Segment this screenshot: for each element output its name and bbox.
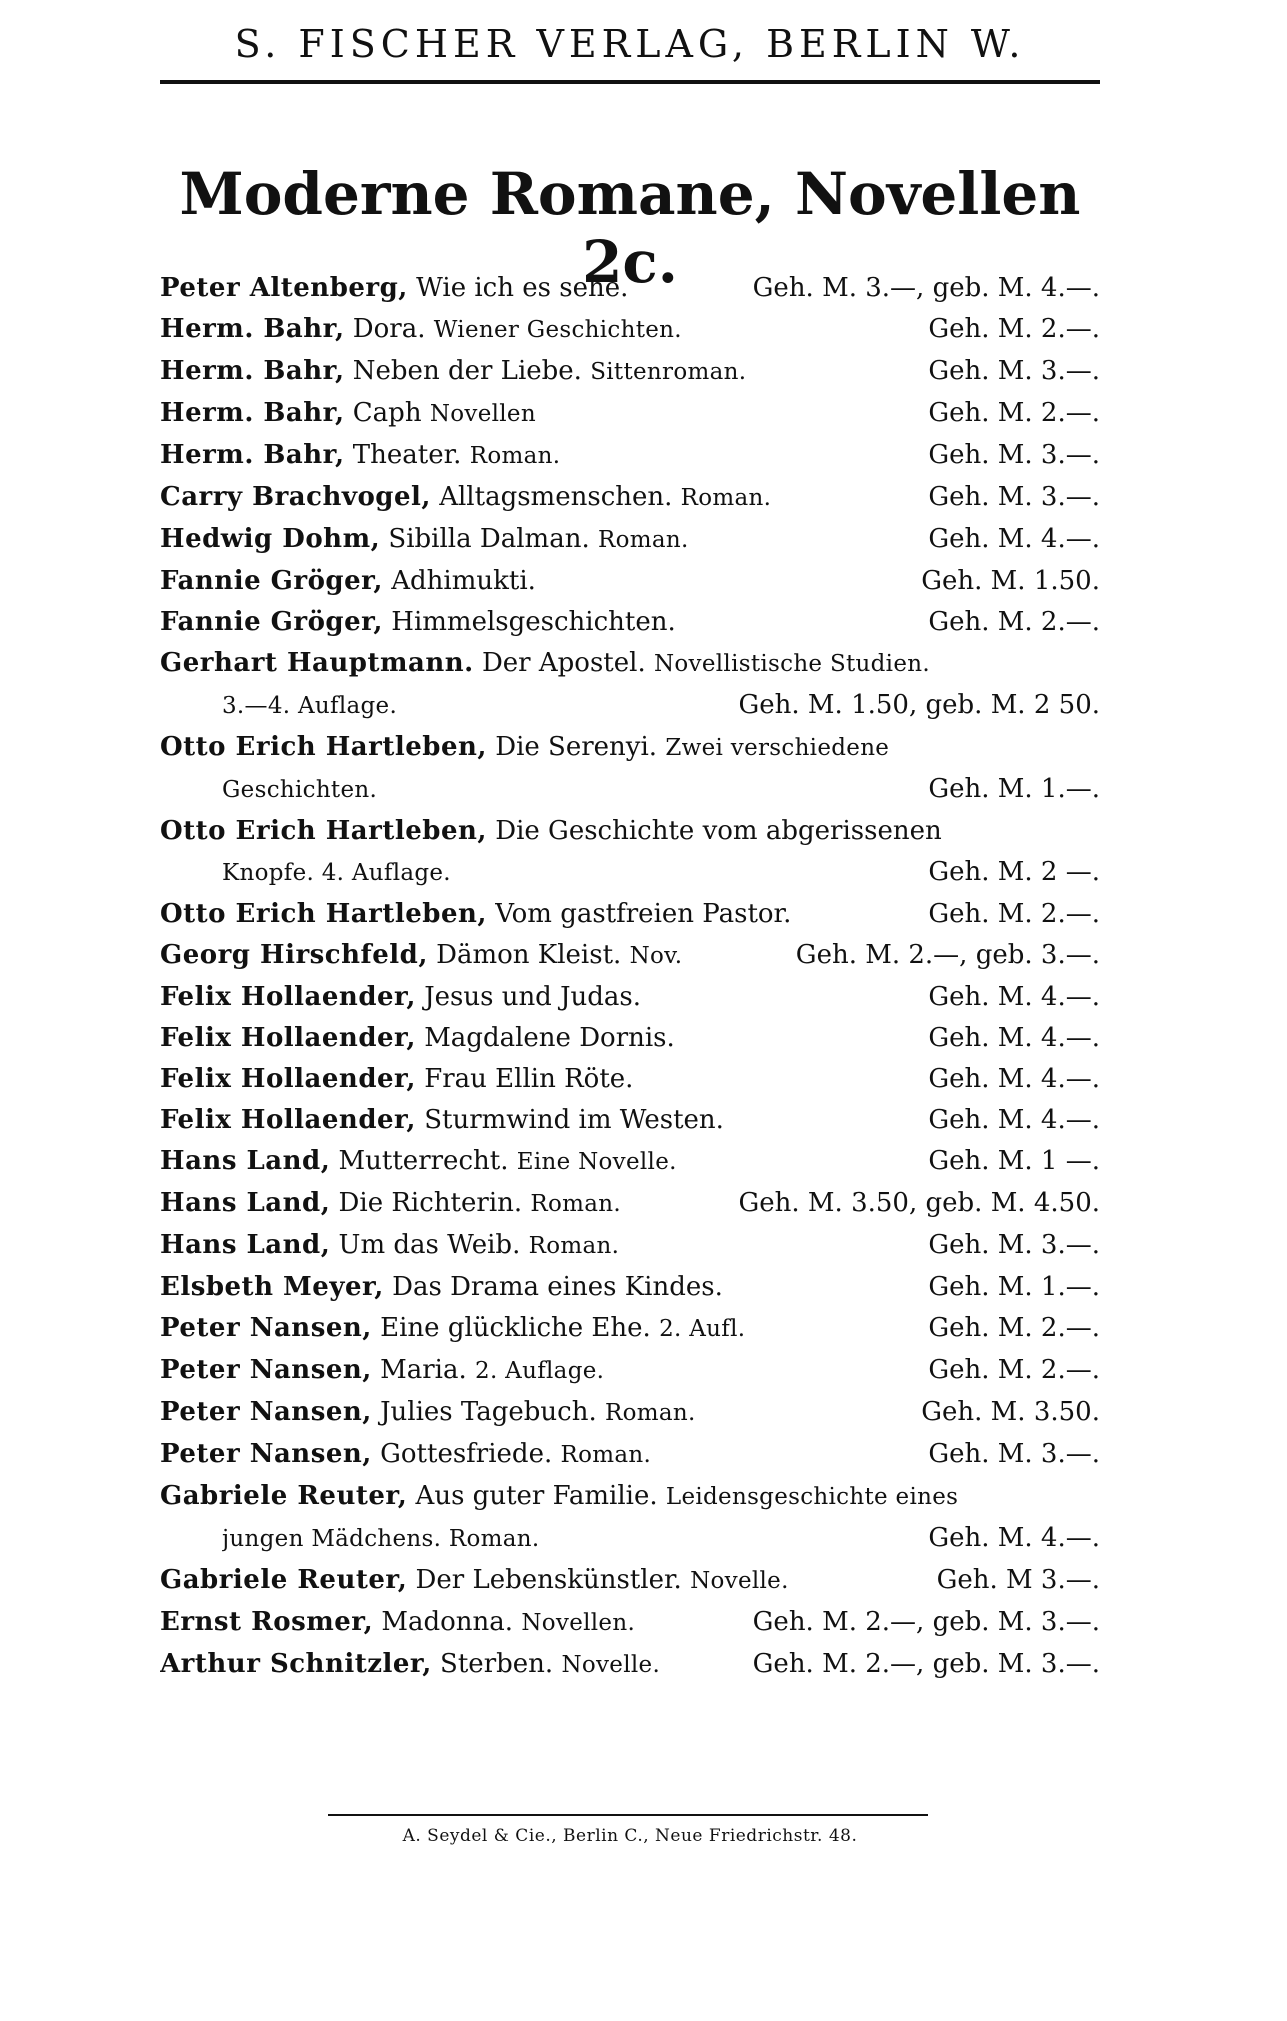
entry-work-title: Sibilla Dalman. xyxy=(388,524,590,554)
book-entry xyxy=(160,351,1100,393)
entry-author: Fannie Gröger, xyxy=(160,566,383,596)
entry-price: Geh. M. 1 —. xyxy=(928,1146,1100,1176)
entry-work-title: Die Serenyi. xyxy=(495,732,658,762)
entry-price: Geh. M. 2 —. xyxy=(928,857,1100,887)
entry-price: Geh. M. 1.50. xyxy=(921,566,1100,596)
entry-work-title: Der Lebenskünstler. xyxy=(415,1565,682,1595)
entry-author: Felix Hollaender, xyxy=(160,1023,416,1053)
entry-work-title: Aus guter Familie. xyxy=(415,1481,658,1511)
entry-work-title: Mutterrecht. xyxy=(338,1146,509,1176)
entry-work-title: Vom gastfreien Pastor. xyxy=(495,899,792,929)
entry-note: Eine Novelle. xyxy=(516,1149,677,1175)
entry-price: Geh. M. 2.—, geb. 3.—. xyxy=(795,940,1100,970)
entry-work-title: Der Apostel. xyxy=(481,648,646,678)
entry-price: Geh. M. 2.—, geb. M. 3.—. xyxy=(752,1649,1100,1679)
entry-work-title: Julies Tagebuch. xyxy=(380,1397,597,1427)
entry-work-title: Magdalene Dornis. xyxy=(424,1023,675,1053)
entry-price: Geh. M. 3.—, geb. M. 4.—. xyxy=(752,273,1100,303)
entry-author: Gabriele Reuter, xyxy=(160,1565,408,1595)
book-entry xyxy=(160,1267,1100,1308)
entry-price: Geh. M. 4.—. xyxy=(928,1523,1100,1553)
entry-author: Herm. Bahr, xyxy=(160,314,345,344)
entry-work-title: Frau Ellin Röte. xyxy=(424,1064,634,1094)
entry-note: Roman. xyxy=(469,443,561,469)
entry-author: Carry Brachvogel, xyxy=(160,482,431,512)
book-entry xyxy=(160,1018,1100,1059)
entry-price: Geh. M. 4.—. xyxy=(928,1064,1100,1094)
entry-note: 2. Aufl. xyxy=(659,1316,746,1342)
entry-price: Geh. M. 3.—. xyxy=(928,440,1100,470)
entry-work-title: Neben der Liebe. xyxy=(352,356,582,386)
entry-note: Roman. xyxy=(680,485,772,511)
entry-author: Elsbeth Meyer, xyxy=(160,1272,384,1302)
entry-work-title: Theater. xyxy=(352,440,462,470)
book-entry xyxy=(160,1476,1100,1560)
entry-work-title: Sterben. xyxy=(440,1649,554,1679)
entry-author: Peter Altenberg, xyxy=(160,273,408,303)
entry-price: Geh. M. 4.—. xyxy=(928,1105,1100,1135)
footer-rule xyxy=(328,1814,928,1816)
entry-note: Roman. xyxy=(597,527,689,553)
entry-author: Fannie Gröger, xyxy=(160,607,383,637)
printer-imprint: A. Seydel & Cie., Berlin C., Neue Friedrichstr. 48. xyxy=(402,1826,858,1846)
entry-price: Geh. M. 3.—. xyxy=(928,1439,1100,1469)
header-rule xyxy=(160,80,1100,84)
entry-note: Leidensgeschichte eines xyxy=(665,1484,959,1510)
entry-author: Herm. Bahr, xyxy=(160,398,345,428)
page-title: Moderne Romane, Novellen 2c. xyxy=(179,160,1081,296)
entry-author: Georg Hirschfeld, xyxy=(160,940,428,970)
book-entry xyxy=(160,393,1100,435)
entry-price: Geh. M. 4.—. xyxy=(928,982,1100,1012)
entry-note: Novellen xyxy=(429,401,536,427)
entry-note: Zwei verschiedene xyxy=(665,735,890,761)
entry-work-title: Um das Weib. xyxy=(338,1230,521,1260)
book-entry xyxy=(160,935,1100,977)
entry-price: Geh. M. 2.—. xyxy=(928,314,1100,344)
entry-author: Arthur Schnitzler, xyxy=(160,1649,432,1679)
entry-price: Geh. M. 2.—. xyxy=(928,607,1100,637)
entry-author: Hans Land, xyxy=(160,1230,331,1260)
entry-work-title: Sturmwind im Westen. xyxy=(424,1105,724,1135)
book-entry xyxy=(160,1560,1100,1602)
entry-work-title: Jesus und Judas. xyxy=(424,982,642,1012)
entry-note: 2. Auflage. xyxy=(475,1358,605,1384)
entry-author: Herm. Bahr, xyxy=(160,440,345,470)
entry-work-title: Himmelsgeschichten. xyxy=(391,607,676,637)
entry-author: Peter Nansen, xyxy=(160,1397,372,1427)
book-entry xyxy=(160,1225,1100,1267)
entry-price: Geh. M. 4.—. xyxy=(928,524,1100,554)
book-entry xyxy=(160,561,1100,602)
entry-note: Novellen. xyxy=(521,1610,636,1636)
book-entry xyxy=(160,1644,1100,1686)
entry-author: Otto Erich Hartleben, xyxy=(160,899,487,929)
entry-note: Roman. xyxy=(560,1442,652,1468)
entry-work-title: Caph xyxy=(352,398,422,428)
publisher-header: S. FISCHER VERLAG, BERLIN W. xyxy=(234,22,1026,66)
entry-price: Geh. M. 2.—. xyxy=(928,1355,1100,1385)
entry-continuation: Knopfe. 4. Auflage. xyxy=(222,860,451,886)
entry-work-title: Die Geschichte vom abgerissenen xyxy=(495,816,942,846)
entry-note: Novellistische Studien. xyxy=(653,651,930,677)
entry-price: Geh. M. 4.—. xyxy=(928,1023,1100,1053)
book-entry xyxy=(160,643,1100,727)
entry-author: Gabriele Reuter, xyxy=(160,1481,408,1511)
book-entry xyxy=(160,1602,1100,1644)
entry-work-title: Das Drama eines Kindes. xyxy=(392,1272,723,1302)
entry-author: Felix Hollaender, xyxy=(160,1064,416,1094)
book-entry xyxy=(160,477,1100,519)
entry-note: Roman. xyxy=(528,1233,620,1259)
entry-work-title: Gottesfriede. xyxy=(380,1439,553,1469)
entry-price: Geh. M. 1.—. xyxy=(928,1272,1100,1302)
entry-price: Geh. M. 3.—. xyxy=(928,482,1100,512)
book-entry xyxy=(160,1183,1100,1225)
entry-work-title: Eine glückliche Ehe. xyxy=(380,1313,651,1343)
entry-work-title: Dora. xyxy=(352,314,426,344)
entry-author: Peter Nansen, xyxy=(160,1439,372,1469)
entry-price: Geh. M. 2.—. xyxy=(928,1313,1100,1343)
entry-note: Nov. xyxy=(629,943,683,969)
book-entry xyxy=(160,1434,1100,1476)
entry-note: Sittenroman. xyxy=(590,359,747,385)
book-entry xyxy=(160,309,1100,351)
book-entry xyxy=(160,268,1100,309)
book-entry xyxy=(160,1059,1100,1100)
entry-author: Hedwig Dohm, xyxy=(160,524,381,554)
book-entry xyxy=(160,1392,1100,1434)
entry-author: Peter Nansen, xyxy=(160,1355,372,1385)
entry-author: Otto Erich Hartleben, xyxy=(160,732,487,762)
book-entry xyxy=(160,602,1100,643)
entry-price: Geh. M. 2.—, geb. M. 3.—. xyxy=(752,1607,1100,1637)
entry-work-title: Maria. xyxy=(380,1355,467,1385)
entry-author: Felix Hollaender, xyxy=(160,982,416,1012)
entry-price: Geh. M 3.—. xyxy=(936,1565,1100,1595)
entry-price: Geh. M. 1.—. xyxy=(928,774,1100,804)
entry-price: Geh. M. 1.50, geb. M. 2 50. xyxy=(738,690,1100,720)
book-entry xyxy=(160,894,1100,935)
book-entry xyxy=(160,435,1100,477)
entry-author: Peter Nansen, xyxy=(160,1313,372,1343)
book-list xyxy=(160,268,1100,1686)
entry-note: Roman. xyxy=(605,1400,696,1426)
entry-note: Roman. xyxy=(530,1191,622,1217)
entry-author: Gerhart Hauptmann. xyxy=(160,648,474,678)
entry-price: Geh. M. 3.50, geb. M. 4.50. xyxy=(738,1188,1100,1218)
entry-price: Geh. M. 2.—. xyxy=(928,899,1100,929)
entry-author: Hans Land, xyxy=(160,1146,331,1176)
book-entry xyxy=(160,1350,1100,1392)
entry-price: Geh. M. 3.50. xyxy=(921,1397,1100,1427)
entry-price: Geh. M. 2.—. xyxy=(928,398,1100,428)
entry-price: Geh. M. 3.—. xyxy=(928,356,1100,386)
entry-continuation: 3.—4. Auflage. xyxy=(222,693,398,719)
book-entry xyxy=(160,519,1100,561)
entry-work-title: Wie ich es sehe. xyxy=(416,273,629,303)
entry-note: Wiener Geschichten. xyxy=(433,317,682,343)
entry-work-title: Dämon Kleist. xyxy=(436,940,622,970)
entry-author: Herm. Bahr, xyxy=(160,356,345,386)
entry-work-title: Madonna. xyxy=(381,1607,514,1637)
book-entry xyxy=(160,811,1100,894)
entry-continuation: Geschichten. xyxy=(222,777,378,803)
book-entry xyxy=(160,1100,1100,1141)
book-entry xyxy=(160,1141,1100,1183)
book-entry xyxy=(160,977,1100,1018)
entry-author: Felix Hollaender, xyxy=(160,1105,416,1135)
entry-note: Novelle. xyxy=(561,1652,661,1678)
entry-author: Ernst Rosmer, xyxy=(160,1607,374,1637)
entry-work-title: Adhimukti. xyxy=(391,566,536,596)
entry-continuation: jungen Mädchens. Roman. xyxy=(222,1526,540,1552)
entry-work-title: Alltagsmenschen. xyxy=(439,482,673,512)
book-entry xyxy=(160,1308,1100,1350)
entry-work-title: Die Richterin. xyxy=(338,1188,523,1218)
entry-author: Hans Land, xyxy=(160,1188,331,1218)
entry-note: Novelle. xyxy=(690,1568,789,1594)
entry-price: Geh. M. 3.—. xyxy=(928,1230,1100,1260)
entry-author: Otto Erich Hartleben, xyxy=(160,816,487,846)
book-entry xyxy=(160,727,1100,811)
